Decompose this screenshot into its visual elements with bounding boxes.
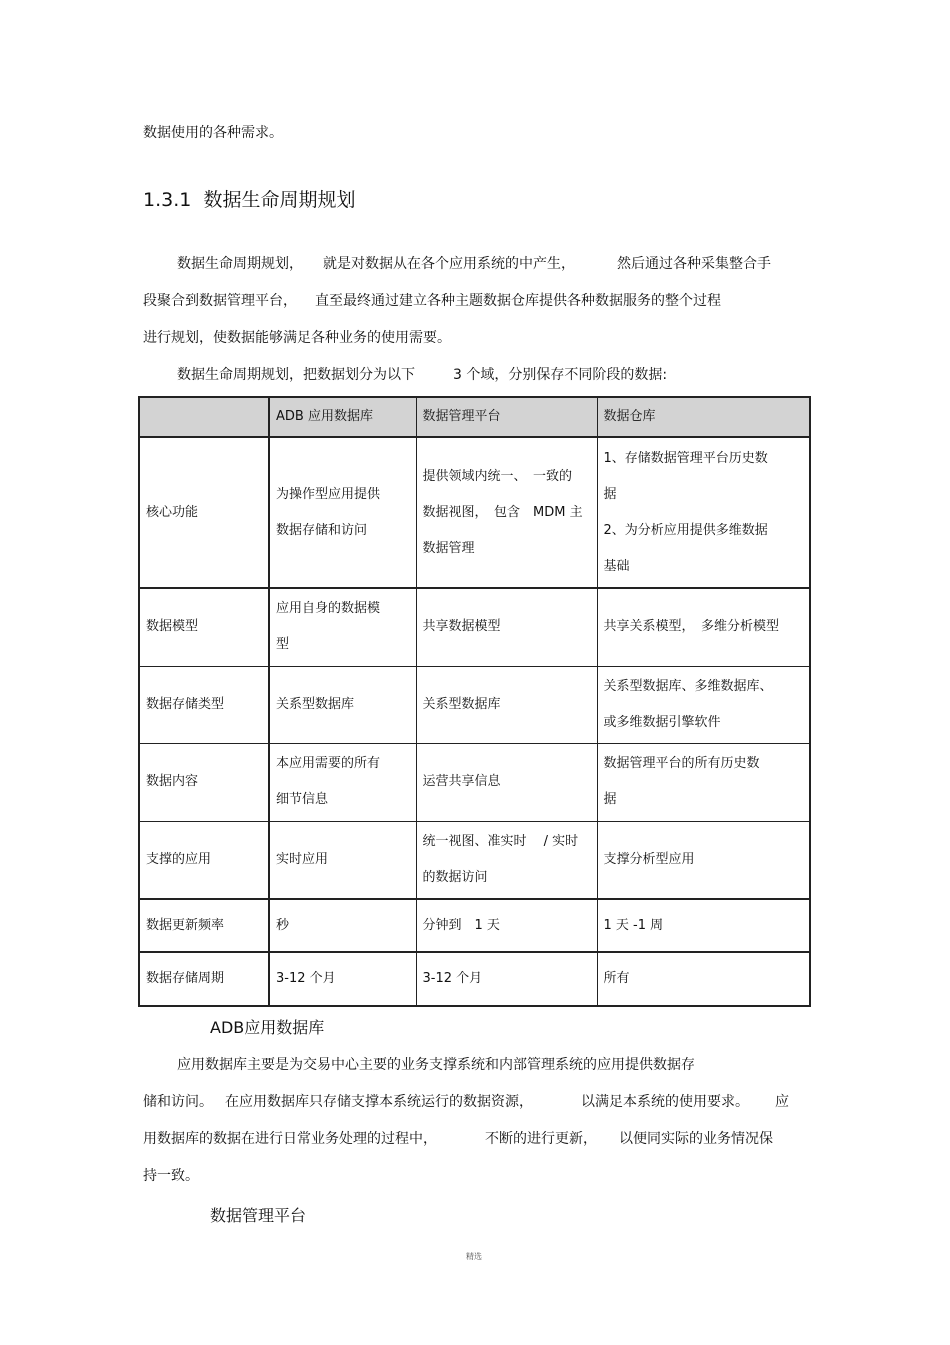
para1-line1-b: 就是对数据从在各个应用系统的中产生，	[323, 256, 575, 272]
table-row	[139, 743, 810, 821]
cell-adb: 应用自身的数据模 型	[269, 588, 416, 666]
row-label: 数据内容	[139, 743, 269, 821]
adb-para-line1: 应用数据库主要是为交易中心主要的业务支撑系统和内部管理系统的应用提供数据存	[177, 1057, 695, 1073]
table-row	[139, 821, 810, 899]
cell-adb: 实时应用	[269, 821, 416, 899]
cell-dw: 数据管理平台的所有历史数 据	[597, 743, 810, 821]
section-number: 1.3.1	[143, 189, 192, 211]
table-row	[139, 666, 810, 743]
cell-dw: 所有	[597, 952, 810, 1006]
table-row	[139, 899, 810, 952]
adb-line2-d: 应	[775, 1094, 789, 1110]
section-heading	[143, 189, 355, 211]
adb-para-line4: 持一致。	[143, 1168, 199, 1184]
cell-dw: 共享关系模型， 多维分析模型	[597, 588, 810, 666]
header-cell-adb: ADB 应用数据库	[269, 397, 416, 437]
cell-dw: 1、存储数据管理平台历史数 据 2、为分析应用提供多维数据 基础	[597, 437, 810, 588]
para2-line	[177, 367, 667, 383]
table-row	[139, 588, 810, 666]
cell-dmp: 3-12 个月	[416, 952, 597, 1006]
adb-line3-a: 用数据库的数据在进行日常业务处理的过程中，	[143, 1131, 437, 1147]
intro-tail-text: 数据使用的各种需求。	[143, 125, 283, 141]
section-title: 数据生命周期规划	[203, 189, 356, 211]
row-label: 数据存储类型	[139, 666, 269, 743]
para2-b: 3 个域，分别保存不同阶段的数据:	[453, 367, 668, 383]
cell-dw: 支撑分析型应用	[597, 821, 810, 899]
row-label: 数据模型	[139, 588, 269, 666]
header-cell-dw: 数据仓库	[597, 397, 810, 437]
adb-line3-b: 不断的进行更新，	[485, 1131, 597, 1147]
cell-dmp: 分钟到 1 天	[416, 899, 597, 952]
para1-line1	[177, 256, 771, 272]
para1-line2-a: 段聚合到数据管理平台，	[143, 293, 297, 309]
row-label: 核心功能	[139, 437, 269, 588]
dmp-section-heading: 数据管理平台	[210, 1206, 307, 1225]
adb-line2-b: 在应用数据库只存储支撑本系统运行的数据资源，	[225, 1094, 533, 1110]
para1-line3: 进行规划，使数据能够满足各种业务的使用需要。	[143, 330, 451, 346]
cell-dmp: 统一视图、准实时 / 实时 的数据访问	[416, 821, 597, 899]
adb-line2-a: 储和访问。	[143, 1094, 213, 1110]
cell-adb: 秒	[269, 899, 416, 952]
cell-adb: 3-12 个月	[269, 952, 416, 1006]
cell-adb: 为操作型应用提供 数据存储和访问	[269, 437, 416, 588]
cell-adb: 本应用需要的所有 细节信息	[269, 743, 416, 821]
cell-dmp: 共享数据模型	[416, 588, 597, 666]
table-row	[139, 952, 810, 1006]
para1-line2	[143, 293, 721, 309]
cell-adb: 关系型数据库	[269, 666, 416, 743]
adb-section-heading: ADB应用数据库	[210, 1018, 325, 1037]
cell-dw: 关系型数据库、多维数据库、 或多维数据引擎软件	[597, 666, 810, 743]
cell-dmp: 关系型数据库	[416, 666, 597, 743]
table-row	[139, 437, 810, 588]
row-label: 数据存储周期	[139, 952, 269, 1006]
adb-line3-c: 以便同实际的业务情况保	[619, 1131, 773, 1147]
adb-para-line3	[143, 1131, 773, 1147]
adb-line2-c: 以满足本系统的使用要求。	[581, 1094, 749, 1110]
para2-a: 数据生命周期规划，把数据划分为以下	[177, 367, 415, 383]
header-cell-empty	[139, 397, 269, 437]
header-cell-dmp: 数据管理平台	[416, 397, 597, 437]
cell-dmp: 运营共享信息	[416, 743, 597, 821]
cell-dmp: 提供领域内统一、 一致的 数据视图， 包含 MDM 主 数据管理	[416, 437, 597, 588]
para1-line2-b: 直至最终通过建立各种主题数据仓库提供各种数据服务的整个过程	[315, 293, 721, 309]
adb-para-line2	[143, 1094, 789, 1110]
row-label: 支撑的应用	[139, 821, 269, 899]
para1-line1-c: 然后通过各种采集整合手	[617, 256, 771, 272]
table-header-row	[139, 397, 810, 437]
page-footer: 精选	[466, 1252, 482, 1261]
row-label: 数据更新频率	[139, 899, 269, 952]
para1-line1-a: 数据生命周期规划，	[177, 256, 303, 272]
cell-dw: 1 天 -1 周	[597, 899, 810, 952]
data-domain-table	[138, 396, 811, 1007]
